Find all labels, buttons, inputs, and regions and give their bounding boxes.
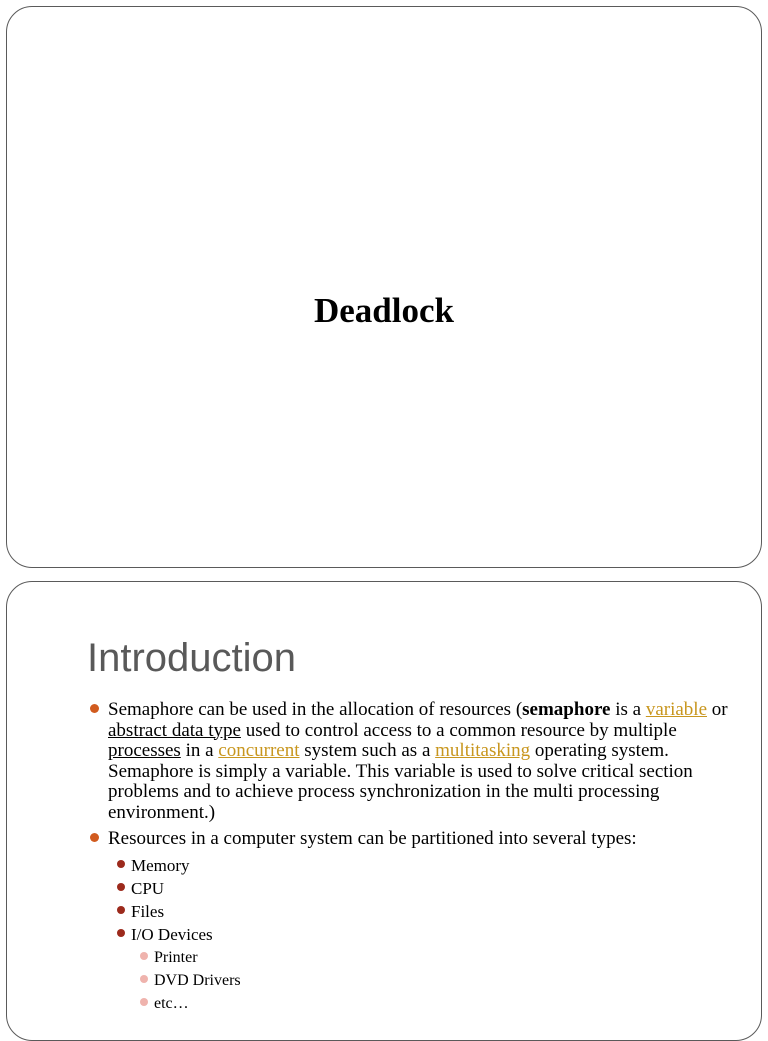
list-item-io-devices [86,925,736,945]
list-item-label: Printer [154,948,198,966]
bullet-text: system such as a [299,740,436,761]
list-item-files [86,902,736,922]
list-item-dvd-drivers [86,971,736,991]
bullet-text: operating system. Semaphore is simply a variable. This variable is used to solve critical section problems and to achieve process synchronization in the multi processing environment.) [108,740,693,823]
slide-heading: Introduction [87,636,297,680]
list-item-label: DVD Drivers [154,971,241,989]
bullet-text: Semaphore can be used in the allocation of resources ( [108,699,523,720]
bullet-dot-icon [117,906,125,914]
bullet-dot-icon [90,833,99,842]
slide-title: Deadlock [314,291,454,330]
list-item-label: I/O Devices [131,924,213,944]
bullet-text: is a [610,699,646,720]
list-item-label: CPU [131,878,165,898]
bullet-dot-icon [90,704,99,713]
bullet-text: or [707,699,728,720]
link-abstract-data-type[interactable]: abstract data type [108,719,241,741]
bullet-dot-icon [117,860,125,868]
list-item-memory [86,856,736,876]
slide-content [86,700,736,1014]
list-item-label: Files [131,901,165,921]
bullet-dot-icon [140,998,148,1006]
introduction-slide [6,581,762,1041]
list-item-printer [86,948,736,968]
link-variable[interactable]: variable [645,699,708,720]
bold-term: semaphore [522,699,611,720]
link-concurrent[interactable]: concurrent [218,740,300,761]
bullet-dot-icon [140,952,148,960]
list-item-label: etc… [154,994,189,1012]
title-slide [6,6,762,568]
bullet-resources [86,829,736,850]
bullet-text: Resources in a computer system can be partitioned into several types: [108,828,637,849]
link-multitasking[interactable]: multitasking [435,740,531,761]
bullet-text: used to control access to a common resource by multiple [240,719,677,741]
bullet-dot-icon [140,975,148,983]
list-item-label: Memory [131,855,190,875]
list-item-etc [86,994,736,1014]
bullet-semaphore [86,700,736,823]
resource-types-list [86,856,736,1014]
bullet-dot-icon [117,929,125,937]
link-processes[interactable]: processes [108,740,181,761]
bullet-text: in a [180,740,219,761]
list-item-cpu [86,879,736,899]
bullet-dot-icon [117,883,125,891]
